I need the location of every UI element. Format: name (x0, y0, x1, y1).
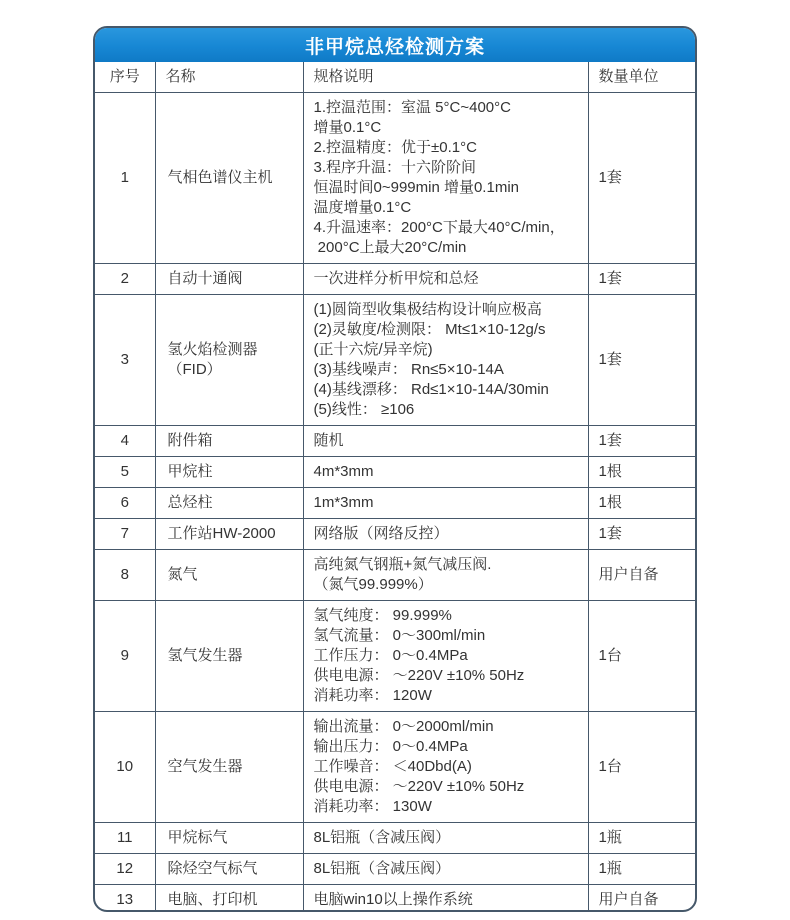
spec-line: 消耗功率： 130W (313, 798, 432, 815)
spec-line: 高纯氮气钢瓶+氮气减压阀. (313, 556, 492, 573)
item-name: 气相色谱仪主机 (155, 93, 303, 264)
row-number: 4 (95, 426, 155, 457)
item-spec (303, 823, 588, 854)
item-quantity: 1套 (588, 93, 695, 264)
spec-line: 氢气流量： 0～300ml/min (313, 627, 486, 644)
item-spec (303, 457, 588, 488)
table-header-row (95, 62, 695, 93)
table-row (95, 712, 695, 823)
item-spec (303, 426, 588, 457)
row-number: 1 (95, 93, 155, 264)
item-spec (303, 295, 588, 426)
table-row (95, 519, 695, 550)
spec-line: 消耗功率： 120W (313, 687, 432, 704)
item-spec (303, 885, 588, 913)
row-number: 8 (95, 550, 155, 601)
item-quantity: 1根 (588, 488, 695, 519)
item-spec (303, 93, 588, 264)
item-spec (303, 488, 588, 519)
item-spec (303, 519, 588, 550)
row-number: 10 (95, 712, 155, 823)
spec-line: 电脑win10以上操作系统 (313, 891, 473, 908)
header-qty: 数量单位 (588, 62, 695, 93)
item-name: 附件箱 (155, 426, 303, 457)
spec-line: (2)灵敏度/检测限： Mt≤1×10-12g/s (313, 321, 546, 338)
item-spec (303, 264, 588, 295)
item-name: 除烃空气标气 (155, 854, 303, 885)
spec-line: 氢气纯度： 99.999% (313, 607, 452, 624)
spec-sheet-card (93, 26, 697, 912)
item-name: 自动十通阀 (155, 264, 303, 295)
table-row (95, 823, 695, 854)
item-name: 甲烷标气 (155, 823, 303, 854)
item-quantity: 1套 (588, 264, 695, 295)
row-number: 11 (95, 823, 155, 854)
spec-line: 200°C上最大20°C/min (313, 239, 467, 256)
spec-line: (1)圆筒型收集极结构设计响应极高 (313, 301, 542, 318)
row-number: 5 (95, 457, 155, 488)
spec-line: 8L铝瓶（含减压阀） (313, 829, 451, 846)
spec-line: 增量0.1°C (313, 119, 382, 136)
spec-line: (3)基线噪声： Rn≤5×10-14A (313, 361, 504, 378)
item-quantity: 用户自备 (588, 550, 695, 601)
header-name: 名称 (155, 62, 303, 93)
header-spec: 规格说明 (303, 62, 588, 93)
title-bar (95, 28, 695, 62)
item-quantity: 1台 (588, 712, 695, 823)
spec-line: （氮气99.999%） (313, 576, 433, 593)
row-number: 7 (95, 519, 155, 550)
page-title: 非甲烷总烃检测方案 (304, 36, 485, 58)
item-quantity: 1瓶 (588, 854, 695, 885)
item-name: 氢火焰检测器（FID） (155, 295, 303, 426)
item-name: 电脑、打印机 (155, 885, 303, 913)
spec-line: 供电电源： ～220V ±10% 50Hz (313, 778, 525, 795)
header-no: 序号 (95, 62, 155, 93)
spec-line: 工作压力： 0～0.4MPa (313, 647, 468, 664)
spec-line: 4m*3mm (313, 463, 374, 480)
item-quantity: 1台 (588, 601, 695, 712)
row-number: 9 (95, 601, 155, 712)
item-spec (303, 550, 588, 601)
spec-line: 恒温时间0~999min 增量0.1min (313, 179, 519, 196)
row-number: 12 (95, 854, 155, 885)
row-number: 6 (95, 488, 155, 519)
item-name: 总烃柱 (155, 488, 303, 519)
item-spec (303, 854, 588, 885)
spec-line: 供电电源： ～220V ±10% 50Hz (313, 667, 525, 684)
row-number: 2 (95, 264, 155, 295)
table-row (95, 426, 695, 457)
table-row (95, 601, 695, 712)
spec-line: 3.程序升温：十六阶阶间 (313, 159, 477, 176)
item-name: 氮气 (155, 550, 303, 601)
item-name: 氢气发生器 (155, 601, 303, 712)
spec-line: 1m*3mm (313, 494, 374, 511)
table-row (95, 93, 695, 264)
spec-line: 输出流量： 0～2000ml/min (313, 718, 494, 735)
spec-line: 1.控温范围：室温 5°C~400°C (313, 99, 511, 116)
item-quantity: 1套 (588, 295, 695, 426)
spec-line: 输出压力： 0～0.4MPa (313, 738, 468, 755)
table-row (95, 295, 695, 426)
spec-line: 网络版（网络反控） (313, 525, 449, 542)
row-number: 3 (95, 295, 155, 426)
spec-line: 一次进样分析甲烷和总烃 (313, 270, 479, 287)
table-row (95, 264, 695, 295)
spec-line: (正十六烷/异辛烷) (313, 341, 433, 358)
spec-line: 随机 (313, 432, 344, 449)
item-spec (303, 712, 588, 823)
spec-table (95, 62, 695, 912)
table-row (95, 885, 695, 913)
item-spec (303, 601, 588, 712)
item-name: 甲烷柱 (155, 457, 303, 488)
item-quantity: 1套 (588, 519, 695, 550)
spec-line: 工作噪音： ＜40Dbd(A) (313, 758, 472, 775)
table-row (95, 488, 695, 519)
spec-line: 2.控温精度：优于±0.1°C (313, 139, 477, 156)
item-quantity: 1瓶 (588, 823, 695, 854)
item-quantity: 1套 (588, 426, 695, 457)
spec-line: 温度增量0.1°C (313, 199, 412, 216)
table-row (95, 854, 695, 885)
spec-line: (4)基线漂移： Rd≤1×10-14A/30min (313, 381, 549, 398)
spec-line: 8L铝瓶（含减压阀） (313, 860, 451, 877)
spec-line: (5)线性： ≥106 (313, 401, 415, 418)
spec-line: 4.升温速率：200°C下最大40°C/min， (313, 219, 565, 236)
item-name: 工作站HW-2000 (155, 519, 303, 550)
item-quantity: 用户自备 (588, 885, 695, 913)
table-row (95, 457, 695, 488)
item-quantity: 1根 (588, 457, 695, 488)
table-row (95, 550, 695, 601)
item-name: 空气发生器 (155, 712, 303, 823)
row-number: 13 (95, 885, 155, 913)
